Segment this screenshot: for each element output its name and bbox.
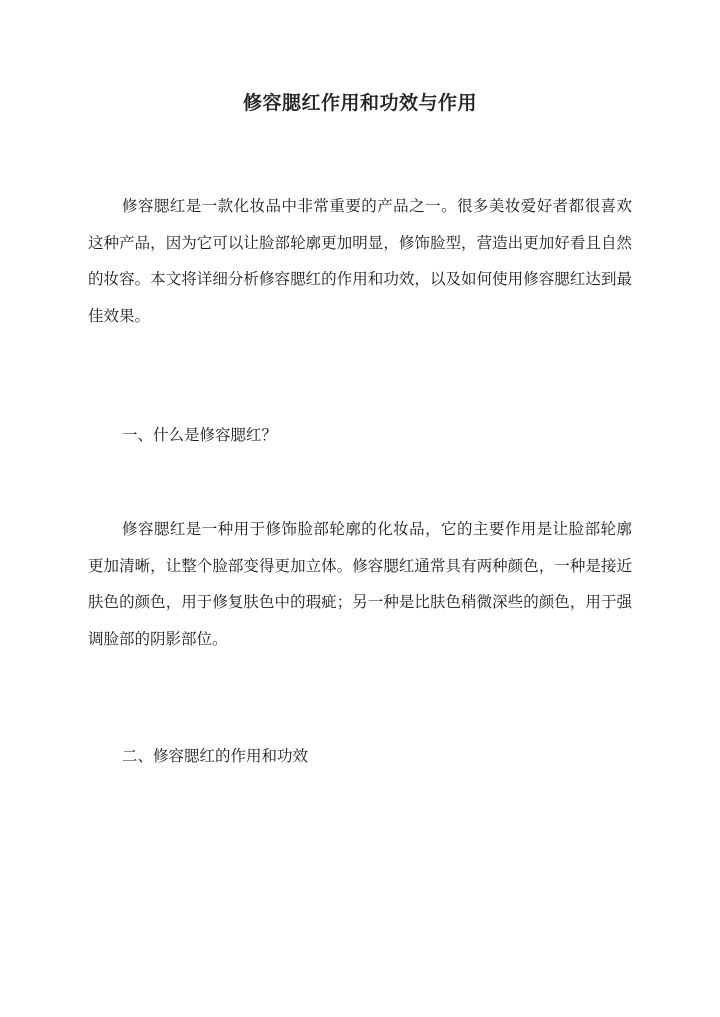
section-paragraph-what-is: 修容腮红是一种用于修饰脸部轮廓的化妆品，它的主要作用是让脸部轮廓更加清晰，让整个脸部变得更加立体。修容腮红通常具有两种颜色，一种是接近肤色的颜色，用于修复肤色中的瑕疵；另一种是比肤色稍微深些的颜色，用于强调脸部的阴影部位。	[88, 520, 632, 648]
intro-paragraph: 修容腮红是一款化妆品中非常重要的产品之一。很多美妆爱好者都很喜欢这种产品，因为它可以让脸部轮廓更加明显，修饰脸型，营造出更加好看且自然的妆容。本文将详细分析修容腮红的作用和功效，以及如何使用修容腮红达到最佳效果。	[88, 197, 632, 325]
document-title: 修容腮红作用和功效与作用	[242, 92, 477, 114]
section-heading-what-is: 一、什么是修容腮红？	[122, 426, 278, 444]
section-heading-effects: 二、修容腮红的作用和功效	[122, 747, 309, 765]
